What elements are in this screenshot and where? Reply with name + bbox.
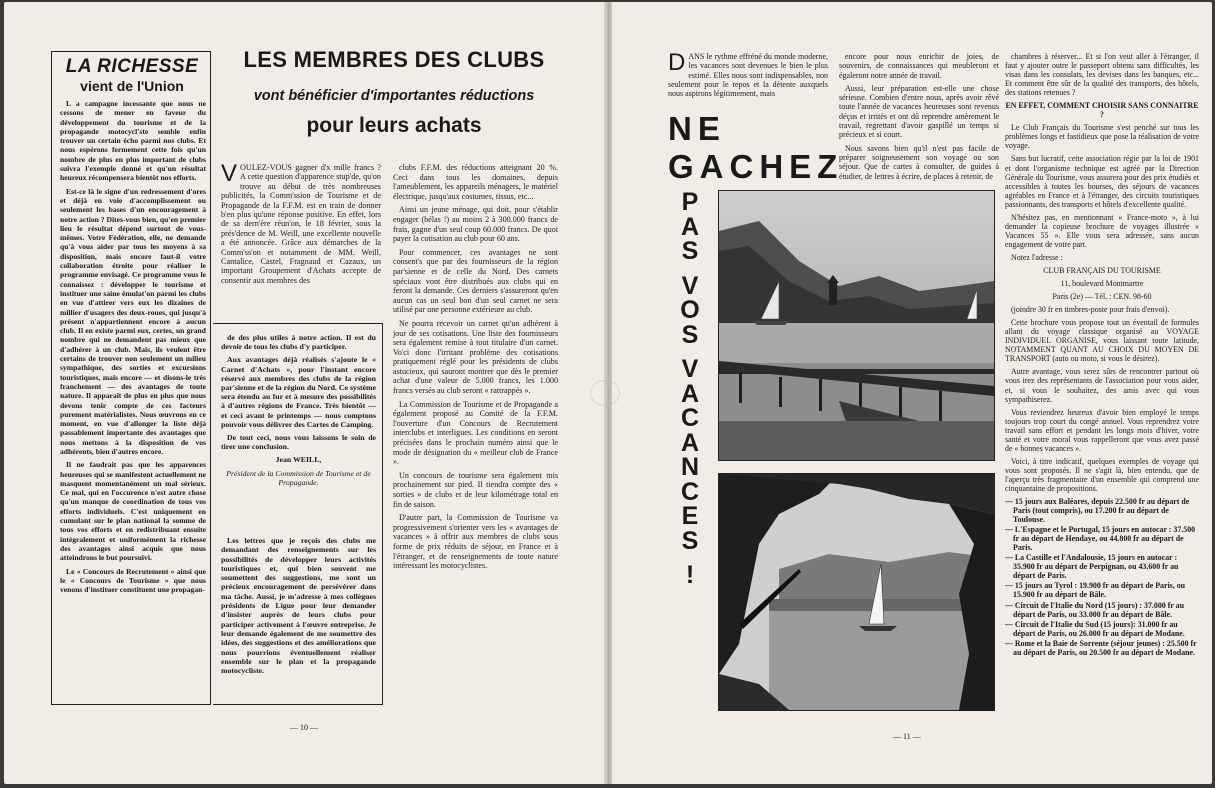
- paragraph: Voici, à titre indicatif, quelques exemples de voyage qui vous sont proposés. Il ne s'agit là, bien entendu, que de l'aperçu très fragmentaire d'un ensemble qui comprend une cinquantaine de propositions.: [1005, 456, 1199, 493]
- paragraph: Ne pourra recevoir un carnet qu'un adhérent à jour de ses cotisations. Une liste des fournisseurs sera également remise à tout titulaire d'un carnet. Vo'ci donc l'irritant problème des cotisations pratiquement réglé pour les présidents de clubs astucieux, qui sauront montrer que dès le premier achat d'une valeur de 5.000 francs, les 1.000 francs versés au club seront « rattrappés ».: [393, 318, 558, 396]
- letter-box-bottom: [221, 536, 376, 679]
- paragraph: N'hésitez pas, en mentionnant « France-moto », à lui demander la copieuse brochure de voyages illustrée « Vacances 55 ». Elle vous sera adressée, sans aucun engagement de votre part.: [1005, 212, 1199, 249]
- lake-photo-bottom: [718, 473, 995, 711]
- title-gachez: GACHEZ: [668, 148, 844, 185]
- paragraph: L a campagne incessante que nous ne cessons de mener en faveur du développement du tourisme et de la propagande motocycl'ste semble enfin trouver un certain écho parmi nos clubs. Et nous espérons fermement cette fois qu'un nombre de plus en plus important de clubs suivra l'exemple donné et qu'un résultat heureux récompensera bientôt nos efforts.: [60, 99, 206, 183]
- article-headline: LES MEMBRES DES CLUBS: [243, 47, 545, 72]
- lake-photo-top-image: [719, 191, 994, 460]
- paragraph: La Commission de Tourisme et de Propagande a également proposé au Comité de la F.F.M. l'ouverture d'un Concours de Recrutement interclubs et interligues. Les conditions en seront précisées dans le prochain numéro ainsi que le mode de désignation du « meilleur club de France ».: [393, 399, 558, 467]
- paragraph: chambres à réserver... Et si l'on veut aller à l'étranger, il faut y ajouter outre le passeport obtenu sans difficultés, les visas dans les consulats, les devises dans les banques, etc... Et comment être sûr de la qualité des transports, des hôtels, des stations retenues ?: [1005, 52, 1199, 98]
- paragraph: Pour commencer, ces avantages ne sont consent's que par des fournisseurs de la région par'sienne et de celle du Nord. Des carnets spéciaux vont être distribués aux clubs qui en feront la demande. Ces derniers s'assureront qu'en aucun cas un seul bon d'un seul carnet ne sera utilisé par une personne extérieure au club.: [393, 247, 558, 315]
- vertical-letter: C: [680, 404, 700, 432]
- vertical-letter: N: [680, 453, 700, 481]
- trip-item: — Circuit de l'Italie du Nord (15 jours) : 37.000 fr au départ de Paris, ou 33.000 fr au départ de Bâle.: [1005, 600, 1184, 619]
- intro-col1-text: ANS le rythme effréné du monde moderne, les vacances sont devenues le bien le plus estimé. Elles nous sont indispensables, non seulement pour le repos et la détente auxquels nous aspirons légitimement, mais: [668, 52, 828, 99]
- editorial-subtitle: vient de l'Union: [80, 78, 184, 94]
- drop-cap-d: D: [668, 49, 686, 76]
- vertical-letter: A: [680, 379, 700, 408]
- editorial-text: [60, 99, 206, 598]
- paragraph: Cette brochure vous propose tout un éventail de formules allant du voyage classique organisé au VOYAGE INDIVIDUEL ORGANISE, vous laissant toute latitude, NOTAMMENT QUANT AU CHOIX DU MOYEN DE TRANSPORT (auto ou moto, si vous le désirez).: [1005, 318, 1199, 364]
- vertical-title: [680, 190, 700, 588]
- article-column-1: [221, 160, 381, 289]
- paragraph: Le Club Français du Tourisme s'est penché sur tous les problèmes longs et fastidieux que pose la réalisation de votre voyage.: [1005, 123, 1199, 151]
- trip-item: — La Castille et l'Andalousie, 15 jours en autocar : 35.900 fr au départ de Perpignan, ou 43.600 fr au départ de Paris.: [1005, 553, 1179, 581]
- paragraph: clubs F.F.M. des réductions atteignant 20 %. Ceci dans tous les domaines, depuis l'ameublement, les appareils ménagers, le matériel électrique, jusqu'aux costumes, tissus, etc...: [393, 163, 558, 201]
- paragraph: Il ne faudrait pas que les apparences heureuses qui se manifestent actuellement ne masquent momentanément un mal sérieux. Ce mal, qui en l'occurence n'est autre chose qu'un manque de coordination de tous vos efforts individuels. C'est uniquement en cumulant sur le plan national la somme de tous vos efforts et en redistribuant ensuite intégralement et uniformément la richesse des avantages ainsi acquis que nous atteindrons le but poursuivi.: [60, 460, 206, 563]
- title-ne: NE: [668, 110, 726, 147]
- vertical-letter: S: [681, 526, 699, 555]
- paragraph: Sans but lucratif, cette association régie par la loi de 1901 et dont l'organisme technique est agréé par la Direction Générale du Tourisme, vous assurera pour des prix étudiés et accessibles à toutes les bourses, des séjours de vacances agréables en France et à l'étranger, des circuits touristiques passionnants, des transports et hôtels d'excellente qualité.: [1005, 154, 1199, 209]
- page-number-right: — 11 —: [893, 732, 921, 741]
- paragraph: Un concours de tourisme sera également mis prochainement sur pied. Il tiendra compte des « sorties » de clubs et de leur kilométrage total en fin de saison.: [393, 470, 558, 509]
- paragraph: D'autre part, la Commission de Tourisme va progressivement s'orienter vers les « avantages de vacances » à offrir aux membres de clubs sous forme de prix réduits de séjour, en France et à l'étranger, et de renseignements de toute nature intéressant les motocyclistes.: [393, 513, 558, 571]
- vertical-letter: A: [680, 428, 700, 457]
- vertical-letter: V: [681, 355, 699, 383]
- paragraph: Vous reviendrez heureux d'avoir bien employé le temps toujours trop court du congé annuel. Vous reprendrez votre travail sans effort et pendant les longs mois d'hiver, votre santé et votre moral vous rappelleront que vous avez passé de « bonnes vacances ».: [1005, 407, 1199, 453]
- paragraph: Aux avantages déjà réalisés s'ajoute le « Carnet d'Achats », pour l'instant encore réservé aux membres des clubs de la région par'sienne et de la région du Nord. Ce système sera étendu au fur et à mesure des possibilités à d'autres régions de France. Très bientôt — et ceci avant le printemps — nous comptons pouvoir vous délivrer des Cartes de Camping.: [221, 355, 376, 429]
- trip-item: — L'Espagne et le Portugal, 15 jours en autocar : 37.500 fr au départ de Hendaye, ou 44.800 fr au départ de Paris.: [1005, 525, 1196, 553]
- library-stamp: [590, 380, 620, 406]
- article-subhead-2: pour leurs achats: [306, 114, 482, 137]
- editorial-title: LA RICHESSE: [65, 56, 199, 77]
- intro-column-2: [839, 52, 999, 185]
- address-line: CLUB FRANÇAIS DU TOURISME: [1043, 265, 1161, 275]
- address-line: Paris (2e) — Tél. : CEN. 98-60: [1052, 292, 1152, 302]
- intro-column-1: [668, 49, 828, 102]
- trip-item: — 15 jours au Tyrol : 19.900 fr au départ de Paris, ou 15.900 fr au départ de Bâle.: [1005, 581, 1186, 600]
- signature-title: Président de la Commission de Tourisme et de Propagande.: [226, 468, 371, 487]
- paragraph: Nous savons bien qu'il n'est pas facile de préparer soigneusement son voyage ou son séjour. Que de cartes à consulter, de guides à étudier, de lettres à écrire, de places à retenir, de: [839, 143, 999, 181]
- vertical-letter: E: [681, 502, 699, 530]
- trip-item: — Rome et la Baie de Sorrente (séjour jeunes) : 25.500 fr au départ de Paris, ou 20.500 fr au départ de Modane.: [1005, 638, 1197, 657]
- paragraph: Ainsi un jeune ménage, qui doit, pour s'établir engager (hélas !) au moins 2 à 300.000 francs de frais, gagne d'un seul coup 60.000 francs. De quoi payer la cotisation au club pour 60 ans.: [393, 205, 558, 244]
- vertical-letter: C: [680, 477, 700, 506]
- article-col1-text: OULEZ-VOUS gagner d'x mille francs ? A cette question d'apparence stup'de, qu'on trouve au début de très nombreuses publicités, la Comm'ssion de Tourisme et de Propagande de la F.F.M. est en train de donner b'en plus qu'une réponse positive. En effet, lors de sa dern'ère réun'on, le 18 février, sous la prés'dence de M. Weill, une excellente nouvelle a été annoncée. Grâce aux démarches de la Comm'ss'on et notamment de MM. Weill, Cantalice, Castel, Fragnaud et Cazaux, un important Groupement d'Achats accepte de consentir aux membres des: [221, 163, 381, 285]
- lake-photo-bottom-image: [719, 474, 994, 710]
- trip-item: — 15 jours aux Baléares, depuis 22.500 fr au départ de Paris (tout compris), ou 17.200 fr au départ de Toulouse.: [1005, 497, 1190, 525]
- article-column-2: [393, 163, 558, 575]
- article-subhead: vont bénéficier d'importantes réductions: [253, 88, 535, 104]
- address-note: (joindre 30 fr en timbres-poste pour frais d'envoi).: [1011, 305, 1170, 315]
- vertical-letter: S: [681, 320, 699, 349]
- section-heading: EN EFFET, COMMENT CHOISIR SANS CONNAITRE ?: [1005, 101, 1199, 120]
- paragraph: Aussi, leur préparation est-elle une chose sérieuse. Combien d'entre nous, après avoir rêvé toute l'année de vacances heureuses sont revenus déçus et irrités et ont dû reprendre amèrement le travail, regrettant d'avoir gaspillé un temps si précieux et si court.: [839, 83, 999, 140]
- paragraph: Notez l'adresse :: [1011, 252, 1063, 262]
- travel-column: [1005, 52, 1199, 658]
- paragraph: Le « Concours de Recrutement » ainsi que le « Concours de Tourisme » que nous venons d'instituer constituent une propagan-: [60, 566, 206, 595]
- paragraph: Autre avantage, vous serez sûrs de rencontrer partout où vous irez des représentants de l'association pour vous aider, et, si vous le souhaitez, des amis avec qui vous sympathiserez.: [1005, 367, 1199, 404]
- vertical-letter: O: [680, 296, 700, 324]
- vertical-letter: V: [681, 271, 699, 300]
- address-line: 11, boulevard Montmartre: [1060, 279, 1144, 289]
- trip-item: — Circuit de l'Italie du Sud (15 jours): 31.000 fr au départ de Paris, ou 26.000 fr au départ de Modane.: [1005, 619, 1185, 638]
- paragraph: Est-ce là le signe d'un redressement d'ores et déjà en voie d'accomplissement ou seulement les bases d'un encouragement à notre action ? Dites-vous bien, qu'en premier lieu le résultat dépend surtout de vous-mêmes. Votre Fédération, elle, ne demande qu'à vous aider par tous les moyens à sa disposition, mais encore faut-il votre collaboration étroite pour réaliser le programme envisagé. Ce programme vous le connaissez : développer le tourisme et instituer une saine émulat'on parmi les clubs en vue d'attirer vers eux les dizaines de millier d'usagers des deux-roues, qui jusqu'à présent n'appartiennent encore à aucun club. Il en existe parmi eux, certes, un grand nombre qui ne demandent pas mieux que d'adhérer à un club. Mais, ils veulent être certains de trouver non seulement un milieu sympathique, des sorties et excursions touristiques, mais encore — et disons-le très franchement — des avantages de toute nature. Il apparaît de plus en plus que nous devons tenir compte de ces facteurs purement matérialistes. Nous œuvrons en ce moment, en vue d'allonger la liste déjà passablement importante des avantages que nous mettons à la disposition de vos adhérents, bien d'autres encore.: [60, 186, 206, 456]
- vertical-letter: !: [685, 561, 695, 589]
- letter-box-text: [221, 333, 376, 491]
- letter-paragraph: Les lettres que je reçois des clubs me demandant des renseignements sur les possibilités de développer leurs activités touristiques et, qui bien souvent me soumettent des suggestions, me sont un précieux encouragement de persévérer dans ma tâche. Aussi, je m'adresse à mes collègues présidents de Ligue pour leur demander d'insister auprès de leurs clubs pour participer activement à l'œuvre entreprise. Je leur demande également de me soumettre des idées, des suggestions et des améliorations que nous pourrions éventuellement réaliser ensemble sur le plan et la propagande motocycliste.: [221, 536, 376, 676]
- drop-cap: V: [221, 160, 238, 187]
- vertical-letter: P: [681, 188, 699, 216]
- trip-list: [1005, 497, 1199, 657]
- page-number-left: — 10 —: [290, 723, 318, 732]
- paragraph: encore pour nous enrichir de joies, de souvenirs, de connaissances qui meubleront et égaleront notre année de travail.: [839, 52, 999, 80]
- lake-photo-top: [718, 190, 995, 461]
- vertical-letter: A: [680, 212, 700, 241]
- vertical-letter: S: [681, 237, 699, 265]
- paragraph: de des plus utiles à notre action. Il est du devoir de tous les clubs d'y participer.: [221, 333, 376, 352]
- paragraph: De tout ceci, nous vous laissons le soin de tirer une conclusion.: [221, 433, 376, 452]
- signature-name: Jean WEILL,: [275, 455, 322, 465]
